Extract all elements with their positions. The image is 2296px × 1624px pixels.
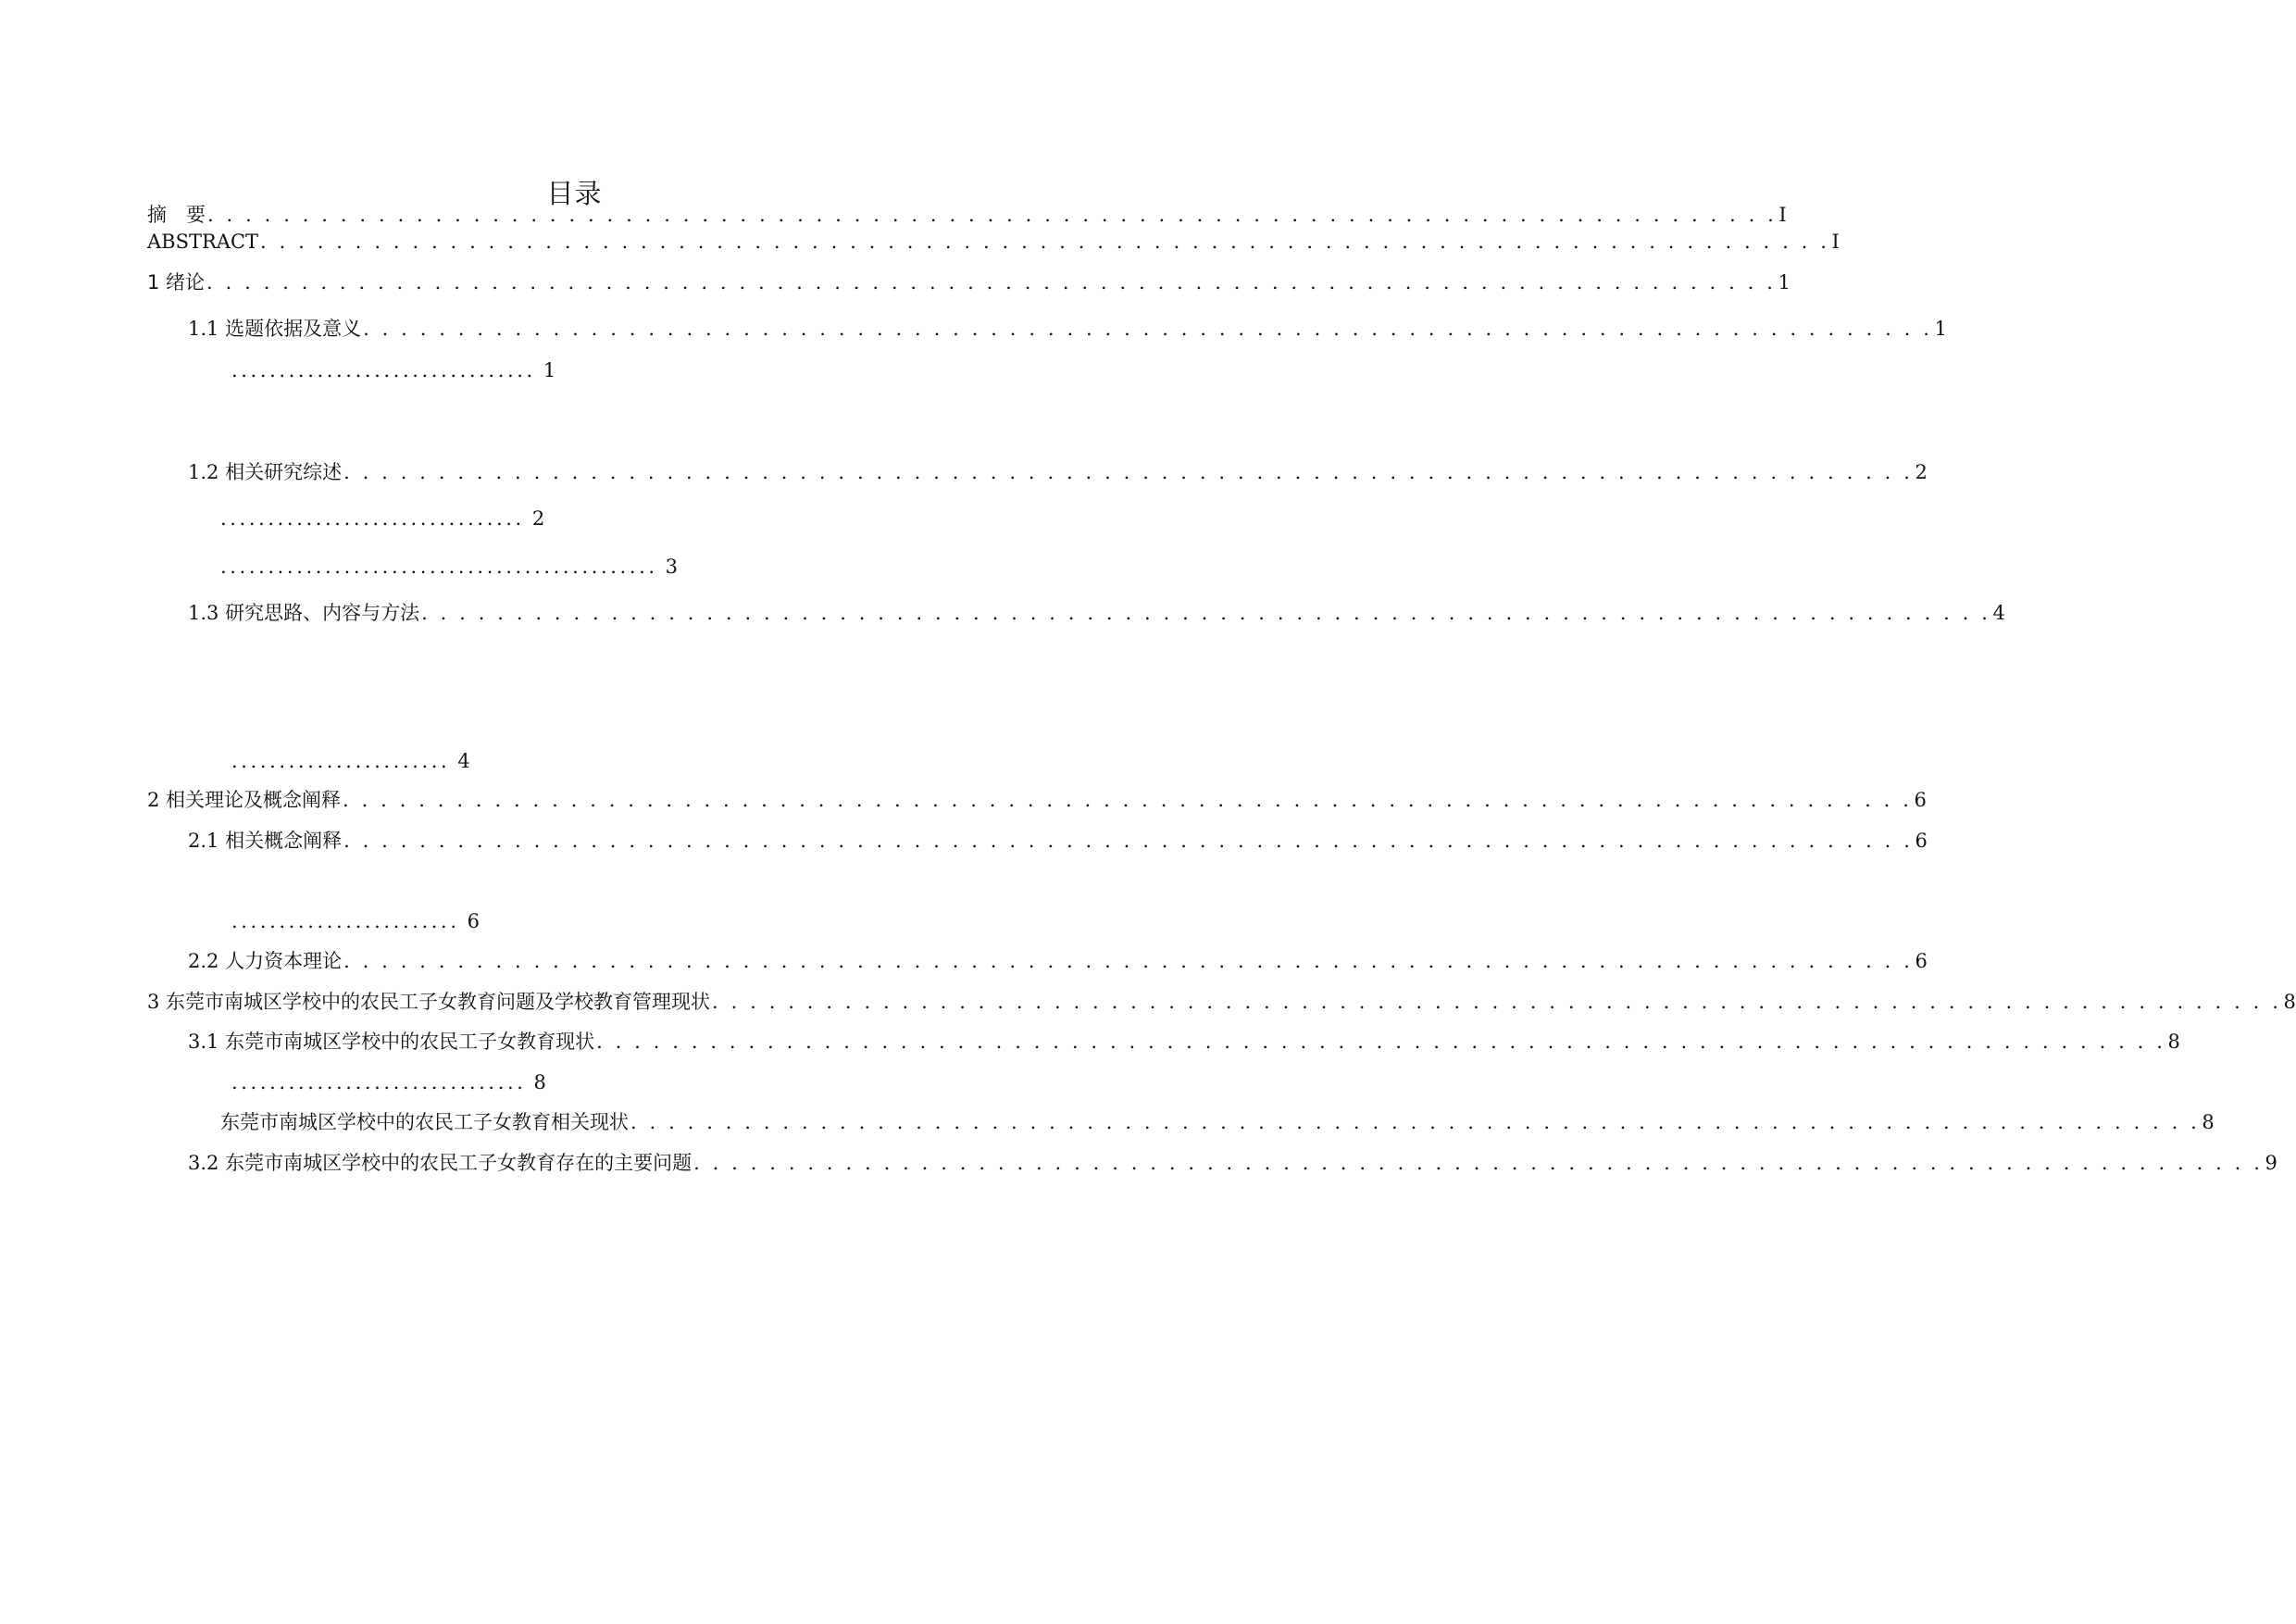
dot-leader: . . . . . . . . . . . . . . . . . . . . . . . . . . . . . . . . . . . . . . . . . . . . . . . . . . . . . . . . . . . . . . . . . . . . . . . . . . . . . . . . . . . bbox=[206, 271, 1777, 294]
dot-leader: . . . . . . . . . . . . . . . . . . . . . . . . . . . . . . . . . . . . . . . . . . . . . . . . . . . . . . . . . . . . . . . . . . . . . . . . . . . . . . . . . . . bbox=[363, 318, 1933, 340]
toc-page-number: I bbox=[1778, 204, 1787, 226]
toc-entry-s1-1[interactable] bbox=[188, 316, 1947, 342]
toc-entry-label: 摘 要 bbox=[147, 204, 206, 226]
toc-page-number: 8 bbox=[2202, 1111, 2215, 1133]
toc-page-number: 8 bbox=[2167, 1031, 2180, 1053]
toc-page-number: I bbox=[1831, 231, 1840, 253]
toc-entry-s2-1[interactable] bbox=[188, 828, 1928, 854]
toc-entry-label: ABSTRACT bbox=[147, 231, 259, 253]
toc-page-number: 4 bbox=[457, 750, 470, 772]
toc-entry-abstract-cn[interactable] bbox=[147, 202, 1787, 228]
toc-entry-s1-3[interactable] bbox=[188, 600, 2005, 626]
toc-entry-ch2[interactable] bbox=[147, 787, 1927, 813]
toc-entry-ch3[interactable] bbox=[147, 989, 2296, 1015]
toc-entry-label: 东莞市南城区学校中的农民工子女教育相关现状 bbox=[220, 1111, 629, 1133]
toc-entry-s3-2[interactable] bbox=[188, 1150, 2277, 1176]
toc-entry-s1-2[interactable] bbox=[188, 459, 1928, 485]
toc-entry-label: 2.2 人力资本理论 bbox=[188, 950, 343, 972]
toc-page-number: 1 bbox=[1778, 271, 1791, 294]
toc-page-number: 6 bbox=[467, 910, 480, 932]
toc-entry-label: 2 相关理论及概念阐释 bbox=[147, 789, 342, 811]
toc-page-number: 1 bbox=[543, 359, 556, 381]
dot-leader: . . . . . . . . . . . . . . . . . . . . . . . . . . . . . . . . . . . . . . . . . . . . . . . . . . . . . . . . . . . . . . . . . . . . . . . . . . . . . . . . . . . bbox=[343, 950, 1914, 972]
toc-entry-label: 1.2 相关研究综述 bbox=[188, 461, 343, 483]
toc-entry-label: 1 绪论 bbox=[147, 271, 206, 294]
dot-leader: . . . . . . . . . . . . . . . . . . . . . . . . . . . . . . . . . . . . . . . . . . . . . . . . . . . . . . . . . . . . . . . . . . . . . . . . . . . . . . . . . . . bbox=[693, 1152, 2264, 1174]
dot-leader: . . . . . . . . . . . . . . . . . . . . . . . . . . . . . . . . . . . . . . . . . . . . . . . . . . . . . . . . . . . . . . . . . . . . . . . . . . . . . . . . . . . bbox=[343, 461, 1914, 483]
dot-leader: ............................... bbox=[231, 1071, 527, 1093]
dot-leader: . . . . . . . . . . . . . . . . . . . . . . . . . . . . . . . . . . . . . . . . . . . . . . . . . . . . . . . . . . . . . . . . . . . . . . . . . . . . . . . . . . . bbox=[630, 1111, 2201, 1133]
dot-leader: ................................ bbox=[220, 507, 525, 530]
toc-entry-label: 3 东莞市南城区学校中的农民工子女教育问题及学校教育管理现状 bbox=[147, 991, 711, 1013]
toc-entry-s2-2[interactable] bbox=[188, 948, 1928, 974]
toc-page-number: 3 bbox=[665, 556, 679, 578]
toc-title: 目录 bbox=[546, 178, 603, 209]
toc-entry-label: 1.3 研究思路、内容与方法 bbox=[188, 602, 420, 624]
toc-entry-s1-2-sub1[interactable] bbox=[220, 506, 544, 531]
toc-entry-s2-1-sub[interactable] bbox=[231, 908, 480, 934]
toc-page-number: 4 bbox=[1992, 602, 2005, 624]
dot-leader: . . . . . . . . . . . . . . . . . . . . . . . . . . . . . . . . . . . . . . . . . . . . . . . . . . . . . . . . . . . . . . . . . . . . . . . . . . . . . . . . . . . bbox=[421, 602, 1991, 624]
dot-leader: . . . . . . . . . . . . . . . . . . . . . . . . . . . . . . . . . . . . . . . . . . . . . . . . . . . . . . . . . . . . . . . . . . . . . . . . . . . . . . . . . . . bbox=[343, 789, 1913, 811]
toc-entry-s1-2-sub2[interactable] bbox=[220, 554, 678, 580]
dot-leader: . . . . . . . . . . . . . . . . . . . . . . . . . . . . . . . . . . . . . . . . . . . . . . . . . . . . . . . . . . . . . . . . . . . . . . . . . . . . . . . . . . . bbox=[207, 204, 1778, 226]
toc-page-number: 6 bbox=[1914, 789, 1927, 811]
toc-entry-label: 1.1 选题依据及意义 bbox=[188, 318, 362, 340]
toc-entry-s1-1-sub[interactable] bbox=[231, 357, 555, 383]
toc-page-number: 1 bbox=[1934, 318, 1947, 340]
toc-entry-abstract-en[interactable] bbox=[147, 229, 1840, 255]
dot-leader: .............................................. bbox=[220, 556, 658, 578]
toc-page-number: 6 bbox=[1915, 830, 1928, 852]
toc-page-number: 9 bbox=[2265, 1152, 2277, 1174]
dot-leader: . . . . . . . . . . . . . . . . . . . . . . . . . . . . . . . . . . . . . . . . . . . . . . . . . . . . . . . . . . . . . . . . . . . . . . . . . . . . . . . . . . . bbox=[596, 1031, 2166, 1053]
toc-page-number: 2 bbox=[1915, 461, 1928, 483]
toc-entry-label: 3.1 东莞市南城区学校中的农民工子女教育现状 bbox=[188, 1031, 595, 1053]
toc-page-number: 2 bbox=[531, 507, 545, 530]
dot-leader: . . . . . . . . . . . . . . . . . . . . . . . . . . . . . . . . . . . . . . . . . . . . . . . . . . . . . . . . . . . . . . . . . . . . . . . . . . . . . . . . . . . bbox=[260, 231, 1830, 253]
toc-entry-label: 2.1 相关概念阐释 bbox=[188, 830, 343, 852]
toc-page-number: 6 bbox=[1915, 950, 1928, 972]
toc-page-number: 8 bbox=[533, 1071, 546, 1093]
toc-entry-ch1[interactable] bbox=[147, 269, 1791, 295]
toc-entry-s1-3-sub[interactable] bbox=[231, 748, 470, 774]
dot-leader: . . . . . . . . . . . . . . . . . . . . . . . . . . . . . . . . . . . . . . . . . . . . . . . . . . . . . . . . . . . . . . . . . . . . . . . . . . . . . . . . . . . bbox=[343, 830, 1914, 852]
toc-entry-s3-1-sub[interactable] bbox=[231, 1069, 546, 1095]
toc-entry-s3-1[interactable] bbox=[188, 1029, 2180, 1055]
dot-leader: ....................... bbox=[231, 750, 451, 772]
toc-page-number: 8 bbox=[2283, 991, 2296, 1013]
toc-entry-label: 3.2 东莞市南城区学校中的农民工子女教育存在的主要问题 bbox=[188, 1152, 693, 1174]
dot-leader: . . . . . . . . . . . . . . . . . . . . . . . . . . . . . . . . . . . . . . . . . . . . . . . . . . . . . . . . . . . . . . . . . . . . . . . . . . . . . . . . . . . bbox=[712, 991, 2282, 1013]
dot-leader: ........................ bbox=[231, 910, 460, 932]
toc-entry-s3-1-sub2[interactable] bbox=[220, 1109, 2215, 1135]
dot-leader: ................................ bbox=[231, 359, 536, 381]
